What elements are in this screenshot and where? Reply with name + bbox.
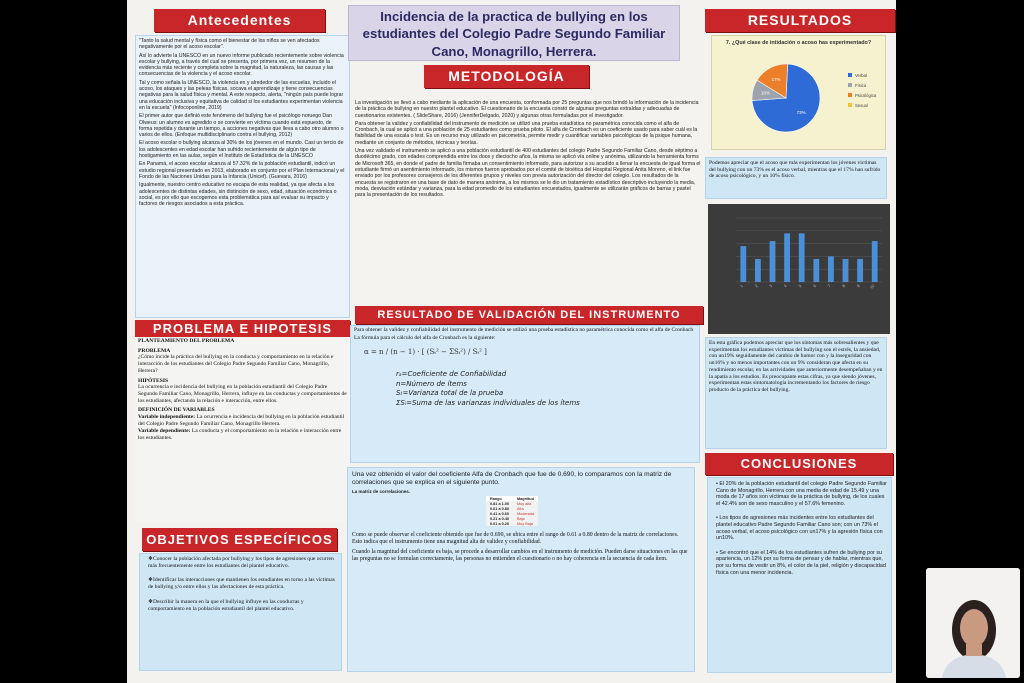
- problema-text: [135, 337, 350, 522]
- research-poster: [127, 0, 896, 683]
- pie-data-label: 10%: [761, 90, 771, 96]
- correlacion-box: [347, 467, 695, 672]
- variable-dependiente-text: La conducta y el comportamiento en la relación e interacción entre los estudiantes.: [138, 428, 342, 442]
- bar-chart: [708, 204, 890, 334]
- legend-swatch: [848, 103, 852, 107]
- correlacion-intro: Una vez obtenido el valor del coeficiente Alfa de Cronbach que fue de 0.690, lo comparamos con la matriz de correlaciones que se explica en el siguiente punto.: [352, 471, 672, 486]
- problema-question: ¿Cómo incide la práctica del bullying en la conducta y comportamiento en la relación e interacción de los estudiantes del Colegio Padre Segundo Familiar Cano, Monagrillo, Herrera?: [138, 354, 334, 374]
- pie-chart: [712, 56, 887, 151]
- antecedentes-paragraph: Tal y como señala la UNESCO, la violencia en y alrededor de las escuelas, incluido el acoso, los ataques y las peleas físicas, socava el aprendizaje y tiene consecuencias negativas para la salud física y mental. A este respecto, alerta, "ningún país puede lograr una educación inclusiva y equitativa de calidad si los estudiantes experimentan violencia en la escuela" (Infocoponline, 2019): [139, 79, 344, 111]
- antecedentes-heading: Antecedentes: [154, 9, 325, 32]
- col-header-magnitud: Magnitud: [517, 496, 534, 501]
- conclusiones-heading: CONCLUSIONES: [705, 453, 893, 475]
- variables-label: DEFINICIÓN DE VARIABLES: [138, 407, 215, 414]
- table-row: 0.61 a 0.80 Alta: [490, 506, 524, 511]
- objetivo-item: ❖Conocer la población afectada por bullying y los tipos de agresiones que ocurren más frecuentemente entre los estudiantes del plantel educativo.: [148, 556, 334, 569]
- bar: [770, 241, 776, 282]
- formula-label: La fórmula para el cálculo del alfa de Cronbach es la siguiente:: [354, 334, 496, 341]
- x-tick-label: 6: [811, 283, 818, 289]
- objetivos-list: [139, 553, 342, 671]
- x-tick-label: 7: [826, 283, 832, 289]
- bar: [784, 233, 790, 282]
- x-tick-label: 5: [797, 283, 803, 289]
- x-tick-label: 9: [855, 283, 861, 289]
- antecedentes-paragraph: El primer autor que definió este fenómeno del bullying fue el psicólogo noruego Dan Olweus: un alumno es agredido o se convierte en víctima cuando está expuesto, de forma repetida y durante un tiempo, a acciones negativas que lleva a cabo otro alumno o varios de ellos. (Enfoque multidisciplinario contra el bullying, 2012): [139, 113, 344, 139]
- hipotesis-label: HIPÓTESIS: [138, 377, 169, 384]
- table-row: 0.21 a 0.40 Baja: [490, 516, 525, 521]
- x-tick-label: 8: [841, 283, 847, 289]
- table-row: 0.01 a 0.20 Muy Baja: [490, 521, 533, 526]
- legend-entry: Sexual: [855, 103, 868, 108]
- pie-data-label: 73%: [796, 110, 806, 116]
- metodologia-text: [352, 98, 704, 304]
- bar: [799, 233, 805, 282]
- problema-label: PROBLEMA: [138, 347, 171, 354]
- bar: [857, 259, 863, 282]
- objetivos-heading: OBJETIVOS ESPECÍFICOS: [142, 528, 337, 551]
- formula-definition: rₐ=Coeficiente de Confiabilidad: [396, 370, 507, 379]
- validacion-heading: RESULTADO DE VALIDACIÓN DEL INSTRUMENTO: [355, 306, 703, 324]
- legend-swatch: [848, 93, 852, 97]
- resultados-heading: RESULTADOS: [705, 9, 895, 32]
- pie-chart-title: 7. ¿Qué clase de intidación o acoso has experimentado?: [725, 40, 872, 46]
- formula-definition: Sₜ=Varianza total de la prueba: [396, 389, 504, 398]
- table-row: 0.81 a 1.00 Muy alta: [490, 501, 532, 506]
- bar: [872, 241, 878, 282]
- webcam-video-tile[interactable]: [926, 568, 1020, 678]
- correlacion-paragraph: Cuando la magnitud del coeficiente es baja, se procede a desarrollar cambios en el instrumento de medición. Pueden darse situaciones en las que las preguntas no se formulan correctamente, las personas no entienden el cuestionario o no hay coherencia en la secuencia de cada ítem.: [352, 549, 688, 562]
- resultados-text-2: En esta gráfica podemos apreciar que los síntomas más sobresalientes y que experimentan los estudiantes víctimas del bullying son el estrés, la ansiedad, con un19% seguidamente del cambio de humor con y la inseguridad con un16% y no menos importantes con un 9% consideran que afecta en su rendimiento escolar, en las actividades que anteriormente desempeñaban y en la apatía a los estudios. Es preocupante estas cifras, ya que siendo jóvenes, experimentan estas sintomatología incrementando los factores de riesgo producto de la práctica del bullying.: [705, 337, 887, 449]
- bar: [828, 256, 834, 282]
- legend-entry: Física: [855, 83, 867, 88]
- antecedentes-paragraph: Así lo advierte la UNESCO en un nuevo informe publicado recientemente sobre violencia escolar y bullying, a través del cual se presenta, por primera vez, un resumen de la evidencia más reciente y completa sobre la magnitud, la naturaleza, las causas y las consecuencias de la violencia y el acoso escolar.: [139, 52, 344, 78]
- variable-dependiente-label: Variable dependiente:: [138, 428, 191, 435]
- validacion-intro: Para obtener la validez y confiabilidad del instrumento de medición se utilizó una prueba estadística no paramétrica conocida como el alfa de Cronbach: [354, 327, 694, 333]
- planteamiento-label: PLANTEAMIENTO DEL PROBLEMA: [138, 338, 235, 344]
- legend-swatch: [848, 83, 852, 87]
- metodologia-paragraph: Para obtener la validez y confiabilidad del instrumento de medición se utilizó una prueba estadística no paramétrica conocida como el alfa de Cronbach, la cual se aplicó a una población de 25 estudiantes como prueba piloto. El alfa de Cronbach es un coeficiente usado para saber cuál es la fiabilidad de una escala o test. Es un recurso muy utilizado en psicometría, permite medir y cuantificar variables psicológicas de la psique humana, mediante un conjunto de métodos, técnicas y teorías.: [355, 120, 698, 146]
- presenter-avatar: [926, 568, 1020, 678]
- resultados-text-1: Podemos apreciar que el acoso que más experimentan los jóvenes victimas del bullying con un 73% es el acoso verbal, mientras que el 17% han sufrido de acoso psicológico, y un 10% físico.: [705, 157, 887, 199]
- objetivo-item: ❖Identificar las interacciones que mantienen los estudiantes en torno a las víctimas de bullying y/o entre ellos y las afectaciones de esta práctica.: [148, 577, 335, 591]
- legend-entry: Verbal: [855, 73, 867, 78]
- bar: [740, 246, 746, 282]
- x-tick-label: 1: [738, 283, 745, 289]
- legend-entry: Psicológica: [855, 93, 877, 98]
- antecedentes-paragraph: "Tanto la salud mental y física como el bienestar de los niños se ven afectados negativamente por el acoso escolar".: [139, 38, 320, 51]
- matriz-title: La matriz de correlaciones.: [352, 489, 411, 494]
- x-tick-label: 4: [782, 283, 788, 289]
- bar: [755, 259, 761, 282]
- formula-definition: n=Número de ítems: [396, 379, 467, 388]
- correlacion-paragraph: Como se puede observar el coeficiente obtenido que fue de 0.690, se ubica entre el rango de 0.61 a 0.80 dentro de la matriz de correlaciones. Esto indica que el instrumento tiene una magnitud alta de validez y confiabilidad.: [352, 532, 679, 545]
- antecedentes-paragraph: En Panamá, el acoso escolar alcanza al 57.32% de la población estudiantil, indicó un estudio regional presentado en 2013, elaborado en conjunto por el Plan Internacional y el Fondo de las Naciones Unidas para la Infancia (Unicef). (Guevara, 2016): [139, 161, 345, 180]
- conclusion-item: • Los tipos de agresiones más incidentes entre los estudiantes del plantel educativo Padre Segundo Familiar Cano son; con un 73% el acoso verbal, el acoso psicológico con un17% y la agresión física con un10%.: [716, 515, 883, 542]
- variable-independiente-text: La ocurrencia e incidencia del bullying en la población estudiantil del Colegio Padre Segundo Familiar Cano, Monagrillo Herrera.: [138, 414, 345, 427]
- legend-swatch: [848, 73, 852, 77]
- cronbach-formula: α = n / (n − 1) · [ (Sₜ² − ΣSᵢ²) / Sₜ² ]: [364, 348, 487, 357]
- col-header-rango: Rango: [490, 496, 502, 501]
- formula-definition: ΣSᵢ=Suma de las varianzas individuales de los ítems: [396, 398, 580, 407]
- antecedentes-paragraph: El acoso escolar o bullying alcanza al 30% de los jóvenes en el mundo. Casi un tercio de los adolescentes en edad escolar han sufrido recientemente de algún tipo de hostigamiento en las aulas, según el Instituto de Estadística de la UNESCO: [139, 140, 344, 160]
- pie-data-label: 17%: [771, 76, 781, 82]
- validacion-box: [350, 325, 700, 463]
- table-row: 0.41 a 0.60 Moderada: [490, 511, 535, 516]
- metodologia-paragraph: La investigación se llevó a cabo mediante la aplicación de una encuesta, conformada por 25 preguntas que nos brindó la información de la incidencia de la práctica de bullying en nuestro plantel educativo. El cuestionario de la encuesta constó de algunas preguntas extraídas y adecuadas de cuestionarios existentes. ( SlideShare, 2016) (JenniferDelgado, 2020) y algunas otras formuladas por el investigador.: [355, 100, 699, 119]
- hipotesis-text: La ocurrencia e incidencia del bullying en la población estudiantil del Colegio Padre Segundo Familiar Cano, Monagrillo, Herrera, influye en las conductas y comportamientos de los estudiantes, afectando la relación e interacción, entre ellos.: [138, 384, 347, 404]
- pie-chart-panel: [711, 35, 886, 150]
- x-tick-label: 3: [768, 283, 774, 289]
- metodologia-heading: METODOLOGÍA: [424, 65, 589, 88]
- conclusion-item: • Se encontró que el 14% de los estudiantes sufren de bullying por su apariencia, un 12% por su forma de pensar y de hablar, mientras que, por su forma de vestir un 8%, el color de la piel, religión y discapacidad física con una menor incidencia.: [716, 549, 886, 576]
- poster-title: Incidencia de la practica de bullying en los estudiantes del Colegio Padre Segundo Familiar Cano, Monagrillo, Herrera.: [348, 5, 680, 61]
- antecedentes-text: [135, 35, 350, 318]
- bar: [813, 259, 819, 282]
- conclusiones-list: [707, 477, 892, 673]
- problema-heading: PROBLEMA E HIPOTESIS: [135, 320, 350, 337]
- matriz-correlaciones-table: [486, 496, 538, 526]
- antecedentes-paragraph: Igualmente, nuestro centro educativo no escapa de esta realidad, ya que afecta a los adolescentes de distintas edades, sin distinción de sexo, edad, situación económica o social, es por ello que escogemos esta problemática para así evaluar su impacto y factores de riesgos asociados a esta práctica.: [139, 182, 337, 208]
- x-tick-label: 10: [868, 283, 876, 290]
- objetivo-item: ❖Describir la manera en la que el bullying influye en las conductas y comportamiento en la población estudiantil del plantel educativo.: [148, 598, 304, 612]
- variable-independiente-label: Variable independiente:: [138, 414, 196, 421]
- bar: [843, 259, 849, 282]
- x-tick-label: 2: [753, 283, 759, 289]
- conclusion-item: • El 20% de la población estudiantil del colegio Padre Segundo Familiar Cano de Monagrillo, Herrera con una media de edad de 15.49 y una moda de 17 años son víctimas de la práctica de bullying, de los cuales el 42.4% son de sexo masculino y el 57.6% femenino.: [716, 481, 887, 507]
- metodologia-paragraph: Una vez validado el instrumento se aplicó a una población estudiantil de 400 estudiantes del colegio Padre Segundo Familiar Cano, desde séptimo a duodécimo grado, con edades comprendida entre los doce y dieciocho años, la misma se aplicó vía online y anónima, utilizando la herramienta forms de Microsoft 365, en donde el padre de familia firmaba un consentimiento informado, para autorizar a su acudido a llenar la encuesta de igual forma el estudiante firmó un asentimiento informado, los mismos fueron aprobados por el comité de bioética del Hospital Regional Anita Moreno, el link fue enviado por los profesores consejeros de los diferentes grupos y niveles con previa autorización del director del colegio. Los resultados de la encuesta se registraron en una base de dato de manera anónima, a los mismos se le dio un tratamiento estadístico descriptivo incluyendo la media, moda, desviación estándar y varianza, para la edad promedio de los estudiantes encuestados, igualmente se utilizarán gráficos de barras y pastel para la presentación de los resultados.: [355, 148, 701, 199]
- bar-chart-panel: [708, 204, 890, 334]
